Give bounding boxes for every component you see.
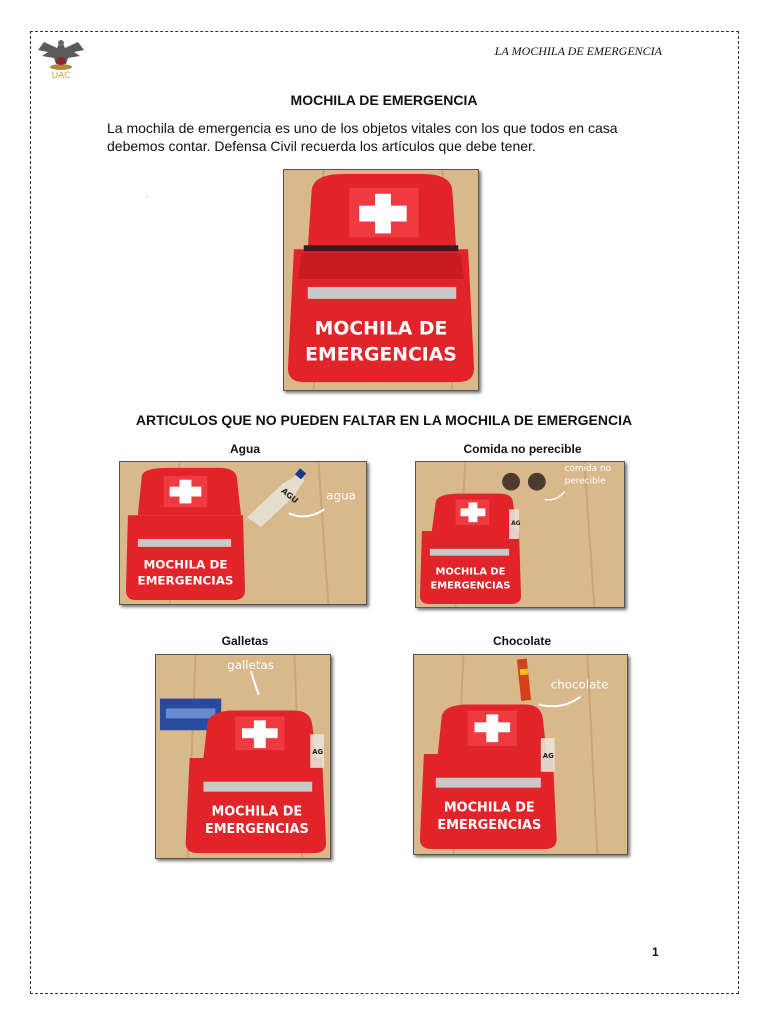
bag-label-line1: MOCHILA DE — [435, 566, 506, 578]
overlay-label: chocolate — [550, 677, 609, 692]
overlay-label-line1: comida no — [564, 463, 612, 474]
section-title: ARTICULOS QUE NO PUEDEN FALTAR EN LA MOCHILA DE EMERGENCIA — [135, 412, 633, 428]
stray-mark: . — [146, 190, 149, 199]
header-title: LA MOCHILA DE EMERGENCIA — [494, 44, 662, 58]
main-backpack-photo — [283, 169, 479, 391]
bag-label-line2: EMERGENCIAS — [437, 818, 542, 834]
overlay-label: agua — [326, 488, 357, 503]
university-logo — [36, 34, 86, 80]
photo-chocolate — [413, 654, 628, 855]
water-bottle-icon — [509, 509, 521, 539]
bottle-label: AG — [511, 520, 521, 528]
bag-label-line2: EMERGENCIAS — [204, 822, 309, 838]
bottle-label: AGU — [279, 486, 300, 506]
bottle-label: AG — [542, 751, 554, 760]
logo-text: UAC — [51, 71, 71, 80]
bottle-label: AG — [312, 748, 324, 757]
caption-comida: Comida no perecible — [463, 442, 582, 456]
overlay-label: galletas — [227, 657, 274, 672]
bag-label-line1: MOCHILA DE — [314, 318, 448, 340]
water-bottle-icon — [310, 734, 324, 768]
intro-paragraph: La mochila de emergencia es uno de los objetos vitales con los que todos en casa debemos contar. Defensa Civil recuerda los artículos que debe tener. — [107, 120, 618, 154]
photo-galletas — [155, 654, 331, 859]
photo-comida — [415, 461, 625, 608]
overlay-label-line2: perecible — [564, 476, 606, 487]
bag-label-line2: EMERGENCIAS — [430, 580, 511, 592]
photo-agua — [119, 461, 367, 605]
bag-label-line1: MOCHILA DE — [443, 800, 535, 816]
caption-agua: Agua — [230, 442, 260, 456]
bag-label-line1: MOCHILA DE — [211, 804, 303, 820]
bag-label-line1: MOCHILA DE — [143, 557, 228, 572]
water-bottle-icon — [541, 738, 555, 772]
bag-label-line2: EMERGENCIAS — [305, 344, 457, 366]
bag-label-line2: EMERGENCIAS — [137, 573, 234, 588]
document-title: MOCHILA DE EMERGENCIA — [290, 92, 478, 108]
caption-chocolate: Chocolate — [492, 634, 551, 648]
page-number: 1 — [652, 945, 659, 959]
eagle-emblem-icon — [36, 34, 86, 80]
caption-galletas: Galletas — [221, 634, 269, 648]
